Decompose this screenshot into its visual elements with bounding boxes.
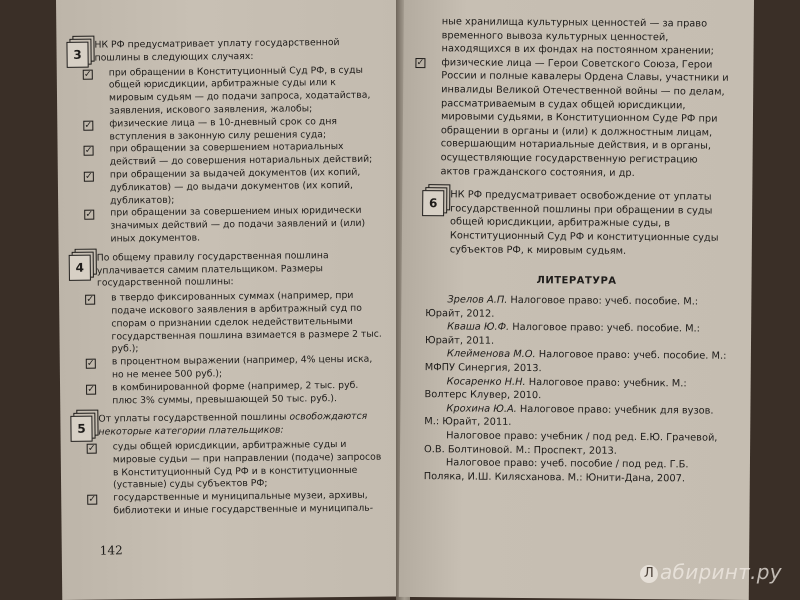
list-item-text: в процентном выражении (например, 4% цены иска, но не менее 500 руб.); — [111, 353, 373, 381]
literature-entry — [424, 402, 726, 432]
list-item — [83, 64, 382, 118]
list-item — [84, 115, 381, 144]
list-item — [87, 438, 386, 492]
intro-emphasis: освобождаются некоторые категории плательщиков: — [98, 411, 368, 438]
checkbox-icon: ✓ — [85, 209, 94, 221]
block-number-icon: 5 — [70, 416, 92, 442]
citation: Налоговое право: учеб. пособие. М.: МФПУ Синергия, 2013. — [424, 349, 727, 375]
list-item — [86, 353, 384, 383]
checkbox-icon: ✓ — [416, 57, 425, 68]
block-3 — [73, 37, 382, 247]
list-item-text: физические лица — Герои Советского Союза, Герои России и полные кавалеры Ордена Славы, участники и инвалиды Великой Отечественной войны — по делам, рассматриваемым в судах общей юрисдикции, мировыми судьями, в Конституционном Суде РФ при обращении в органы и (или) к должностным лицам, совершающим нотариальные действия, и в органы, осуществляющие государственную регистрацию актов гражданского состояния, и др. — [440, 57, 729, 179]
block-intro — [98, 411, 384, 440]
citation: Налоговое право: учеб. пособие. М.: Юрайт, 2011. — [424, 322, 701, 347]
list-item — [85, 205, 382, 246]
checkbox-icon: ✓ — [87, 384, 95, 395]
list-item-text: государственные и муниципальные музеи, архивы, библиотеки и иные государственные и муниципаль- — [113, 489, 374, 517]
checkbox-icon: ✓ — [86, 294, 94, 305]
citation: Налоговое право: учеб. пособие / под ред. Г.Б. Поляка, И.Ш. Килясханова. М.: Юнити-Дана, 2007. — [423, 457, 689, 485]
literature-entry — [424, 429, 726, 459]
author: Крохина Ю.А. — [446, 403, 517, 415]
list-item-text: при обращении за выдачей документов (их копий, дубликатов) — до выдачи документов (их копий, дубликатов); — [109, 166, 361, 207]
author: Кваша Ю.Ф. — [447, 321, 510, 334]
list-item-text: физические лица — в 10-дневный срок со дня вступления в законную силу решения суда; — [109, 115, 338, 143]
literature-entry — [425, 348, 727, 378]
checkbox-icon: ✓ — [85, 171, 93, 182]
block-number-icon: 3 — [66, 42, 88, 68]
list-item-text: при обращении в Конституционный Суд РФ, в суды общей юрисдикции, арбитражные суды или к мировым судьям — до подачи запроса, ходатайства, заявления, искового заявления, жалобы; — [108, 64, 371, 117]
block-text: НК РФ предусматривает освобождение от уплаты государственной пошлины при обращении в суды общей юрисдикции, арбитражные суды, в Конституционный Суд РФ и конституционные суды субъектов РФ, к мировым судьям. — [449, 189, 719, 257]
continued-list-item: ные хранилища культурных ценностей — за право временного вывоза культурных ценностей, находящихся в их фондах на постоянном хранении; — [441, 16, 714, 57]
literature-list — [424, 293, 728, 486]
list-item — [416, 56, 729, 181]
checkbox-icon: ✓ — [87, 443, 96, 454]
labirint-watermark — [640, 560, 782, 584]
checkbox-icon: ✓ — [84, 146, 93, 157]
author: Клейменова М.О. — [446, 348, 536, 361]
list-item — [88, 489, 385, 519]
watermark-text: абиринт.ру — [660, 560, 782, 584]
list-item-text: в твердо фиксированных суммах (например, при подаче искового заявления в арбитражный суд по спорам о признании сделок недействительными государственная пошлина взимается в размере 2 тыс. руб.); — [111, 290, 382, 355]
author: Косаренко Н.Н. — [446, 375, 526, 388]
checkbox-icon: ✓ — [83, 69, 92, 80]
literature-entry — [424, 375, 726, 405]
left-page — [56, 0, 406, 600]
list-item-text: суды общей юрисдикции, арбитражные суды и мировые судьи — при направлении (подаче) запросов в Конституционный Суд РФ и в конституционные (уставные) суды субъектов РФ; — [112, 438, 382, 491]
author: Зрелов А.П. — [447, 294, 508, 306]
list-item-text: в комбинированной форме (например, 2 тыс. руб. плюс 3% суммы, превышающей 50 тыс. руб.). — [112, 379, 359, 406]
list-item-text: при обращении за совершением иных юридически значимых действий — до подачи заявлений и (или) иных документов. — [110, 205, 366, 245]
citation: Налоговое право: учеб. пособие. М.: Юрайт, 2012. — [425, 294, 699, 320]
literature-entry — [425, 320, 727, 350]
citation: Налоговое право: учебник для вузов. М.: Юрайт, 2011. — [424, 403, 714, 429]
block-4 — [75, 249, 385, 408]
intro-text: От уплаты государственной пошлины — [98, 411, 290, 425]
list-item — [84, 141, 382, 170]
block-5 — [77, 411, 385, 518]
checkbox-icon: ✓ — [84, 120, 93, 131]
list-item — [87, 379, 384, 408]
citation: Налоговое право: учебник / под ред. Е.Ю. Грачевой, О.В. Болтиновой. М.: Проспект, 2013. — [424, 430, 718, 457]
literature-entry — [425, 293, 727, 323]
citation: Налоговое право: учебник. М.: Волтерс Клувер, 2010. — [424, 376, 687, 402]
checkbox-icon: ✓ — [86, 358, 95, 369]
book-logo-icon: Л — [640, 565, 658, 583]
list-item — [85, 166, 382, 208]
literature-heading: ЛИТЕРАТУРА — [536, 275, 617, 287]
block-number-icon: 4 — [69, 254, 91, 280]
list-item — [86, 290, 384, 357]
page-number: 142 — [99, 543, 123, 558]
block-6 — [428, 188, 729, 258]
block-intro: НК РФ предусматривает уплату государственной пошлины в следующих случаях: — [94, 37, 340, 64]
list-item-text: при обращении за совершением нотариальных действий — до совершения нотариальных действий; — [109, 141, 373, 168]
checkbox-icon: ✓ — [88, 494, 97, 505]
right-page — [399, 0, 754, 600]
block-intro: По общему правилу государственная пошлина уплачивается самим плательщиком. Размеры государственной пошлины: — [96, 249, 329, 289]
block-number-icon: 6 — [422, 190, 444, 216]
literature-entry — [424, 456, 726, 486]
